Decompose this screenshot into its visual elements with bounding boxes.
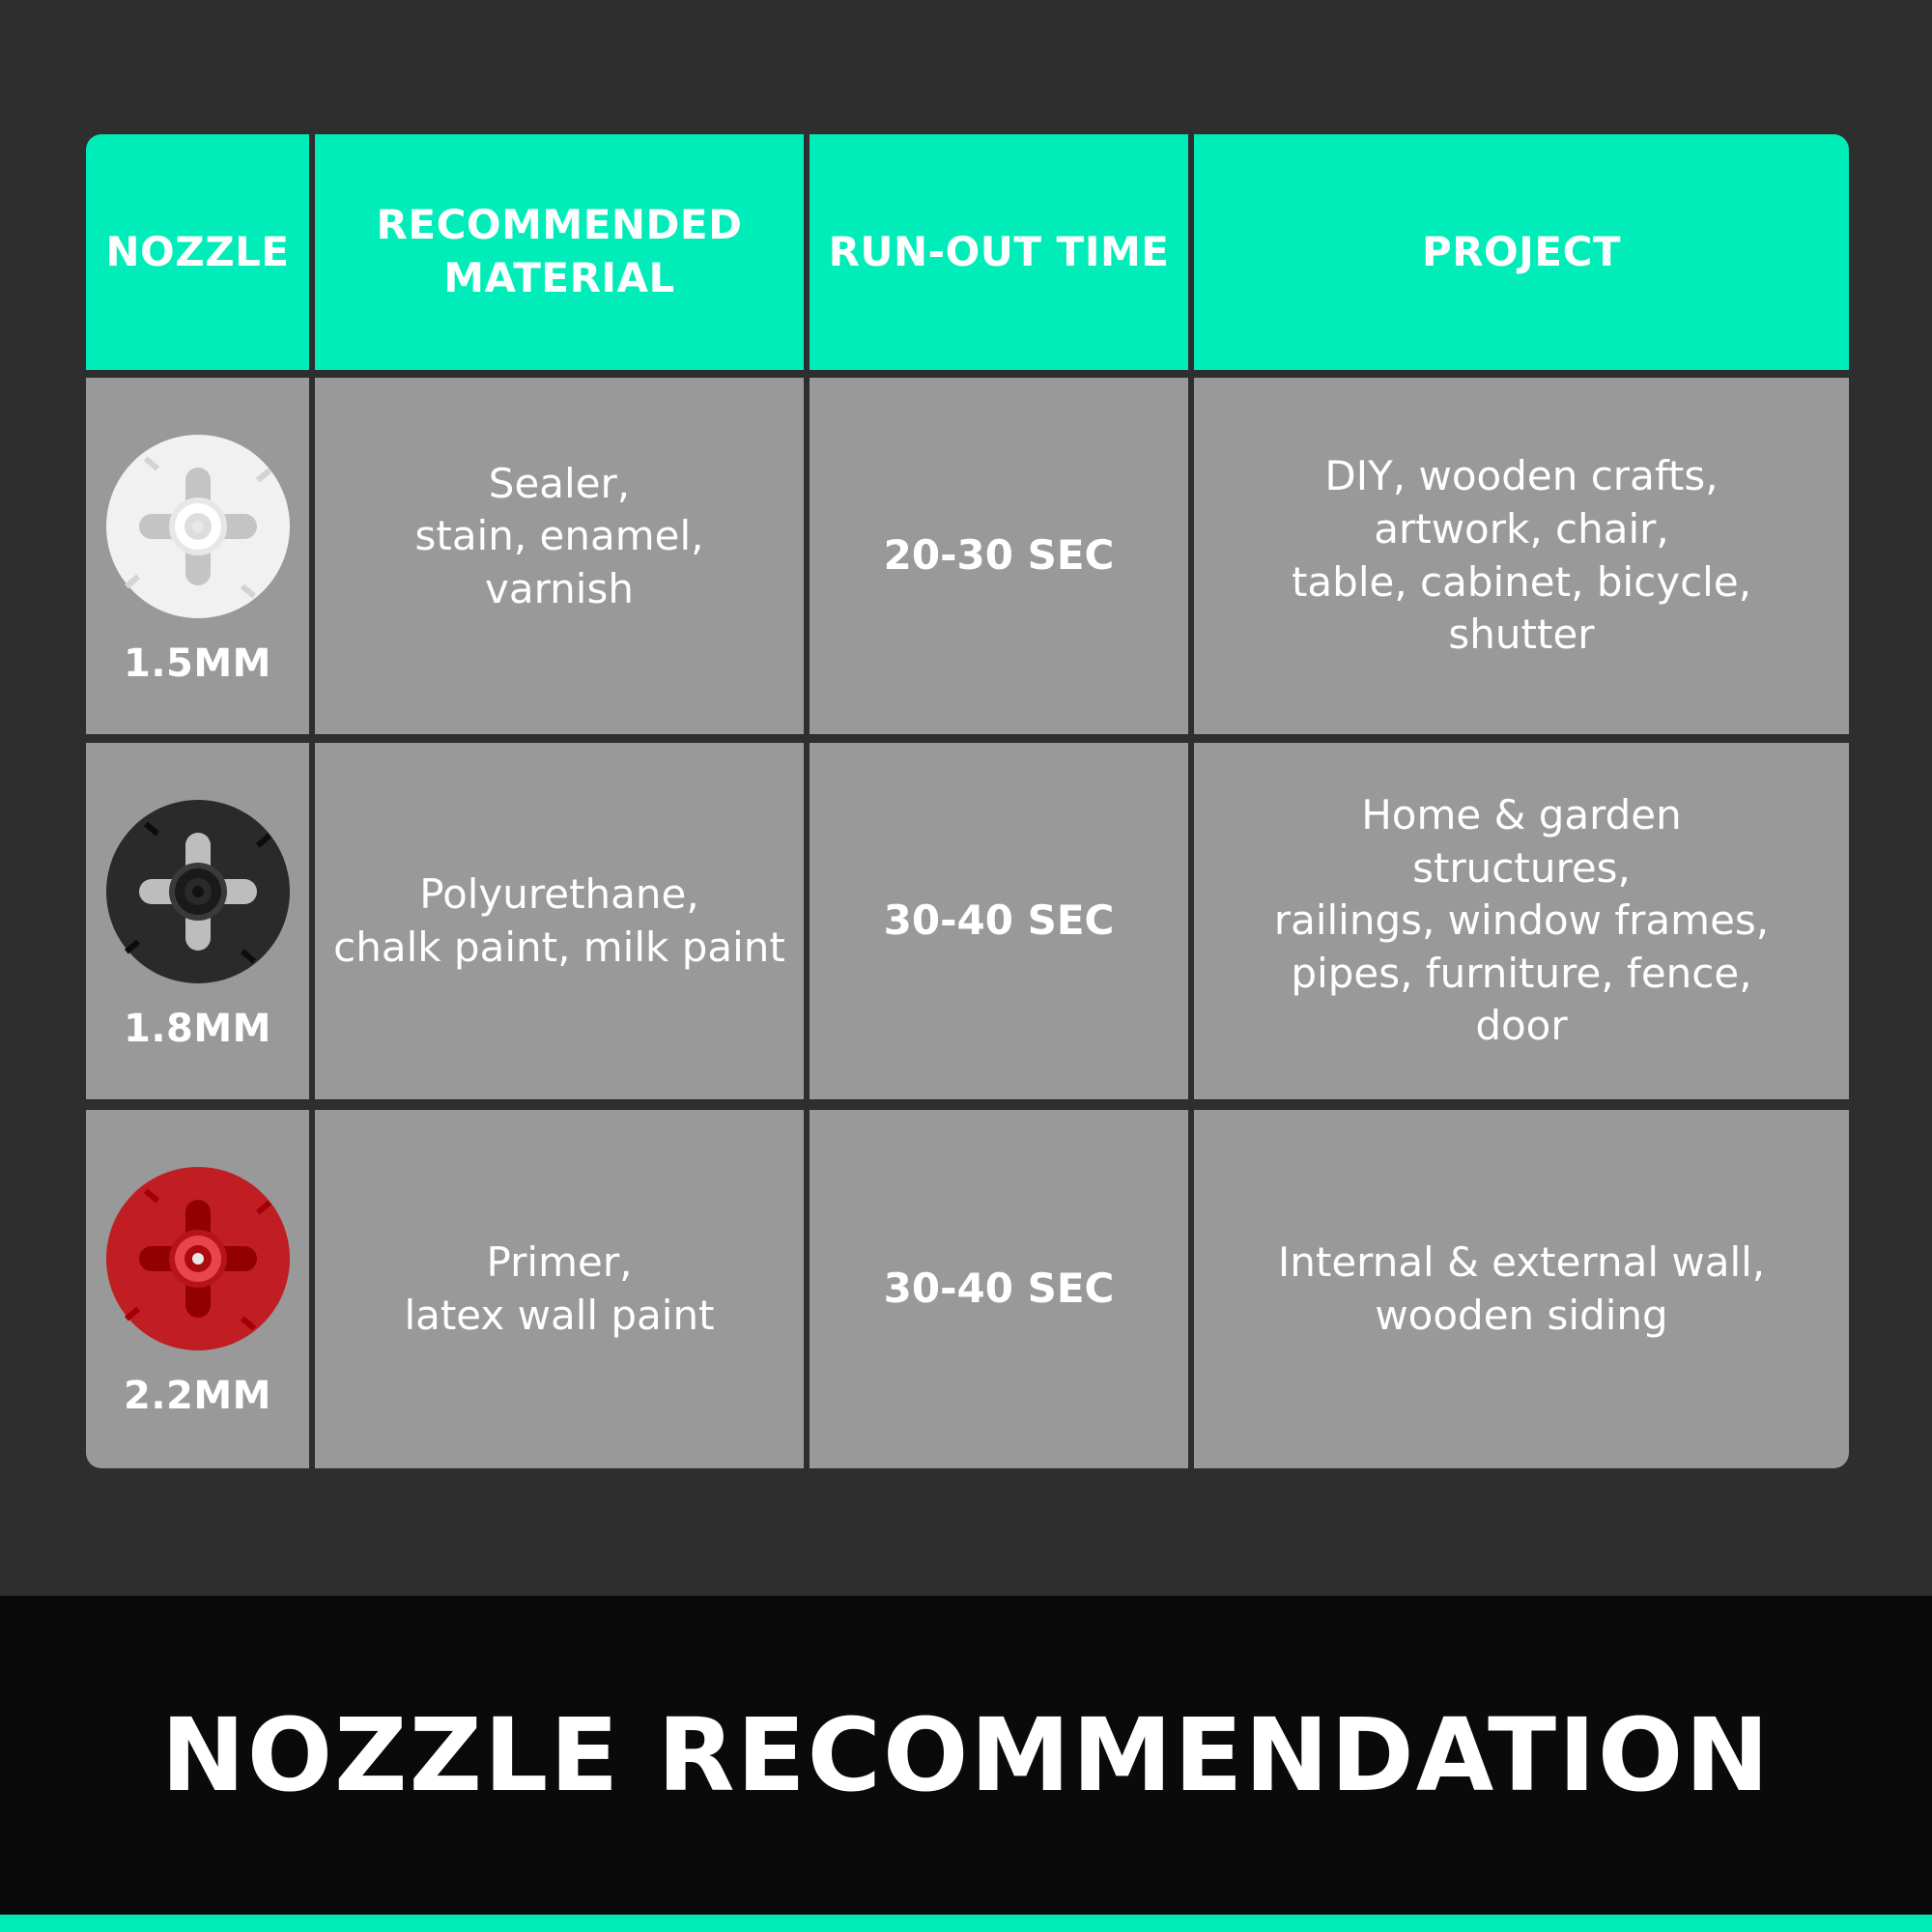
run-out-time-cell: 30-40 SEC xyxy=(810,743,1188,1099)
header-nozzle: NOZZLE xyxy=(86,134,309,370)
nozzle-cell xyxy=(86,743,309,1099)
project-cell: DIY, wooden crafts, artwork, chair, table, cabinet, bicycle, shutter xyxy=(1194,378,1849,734)
nozzle-table xyxy=(86,134,1849,1468)
header-project: PROJECT xyxy=(1194,134,1849,370)
material-cell: Polyurethane, chalk paint, milk paint xyxy=(315,743,804,1099)
header-material: RECOMMENDED MATERIAL xyxy=(315,134,804,370)
nozzle-size-label: 1.8MM xyxy=(124,1007,271,1051)
material-cell: Sealer, stain, enamel, varnish xyxy=(315,378,804,734)
nozzle-cap-icon xyxy=(105,1166,291,1351)
footer-banner xyxy=(0,1596,1932,1915)
run-out-time-cell: 30-40 SEC xyxy=(810,1110,1188,1468)
page-title: NOZZLE RECOMMENDATION xyxy=(160,1696,1772,1814)
project-cell: Internal & external wall, wooden siding xyxy=(1194,1110,1849,1468)
nozzle-cap-icon xyxy=(105,434,291,619)
material-cell: Primer, latex wall paint xyxy=(315,1110,804,1468)
nozzle-size-label: 1.5MM xyxy=(124,641,271,686)
nozzle-cell xyxy=(86,378,309,734)
nozzle-cap-icon xyxy=(105,799,291,984)
header-run-out-time: RUN-OUT TIME xyxy=(810,134,1188,370)
run-out-time-cell: 20-30 SEC xyxy=(810,378,1188,734)
nozzle-cell xyxy=(86,1110,309,1468)
nozzle-size-label: 2.2MM xyxy=(124,1374,271,1418)
project-cell: Home & garden structures, railings, window frames, pipes, furniture, fence, door xyxy=(1194,743,1849,1099)
footer-accent-bar xyxy=(0,1915,1932,1932)
